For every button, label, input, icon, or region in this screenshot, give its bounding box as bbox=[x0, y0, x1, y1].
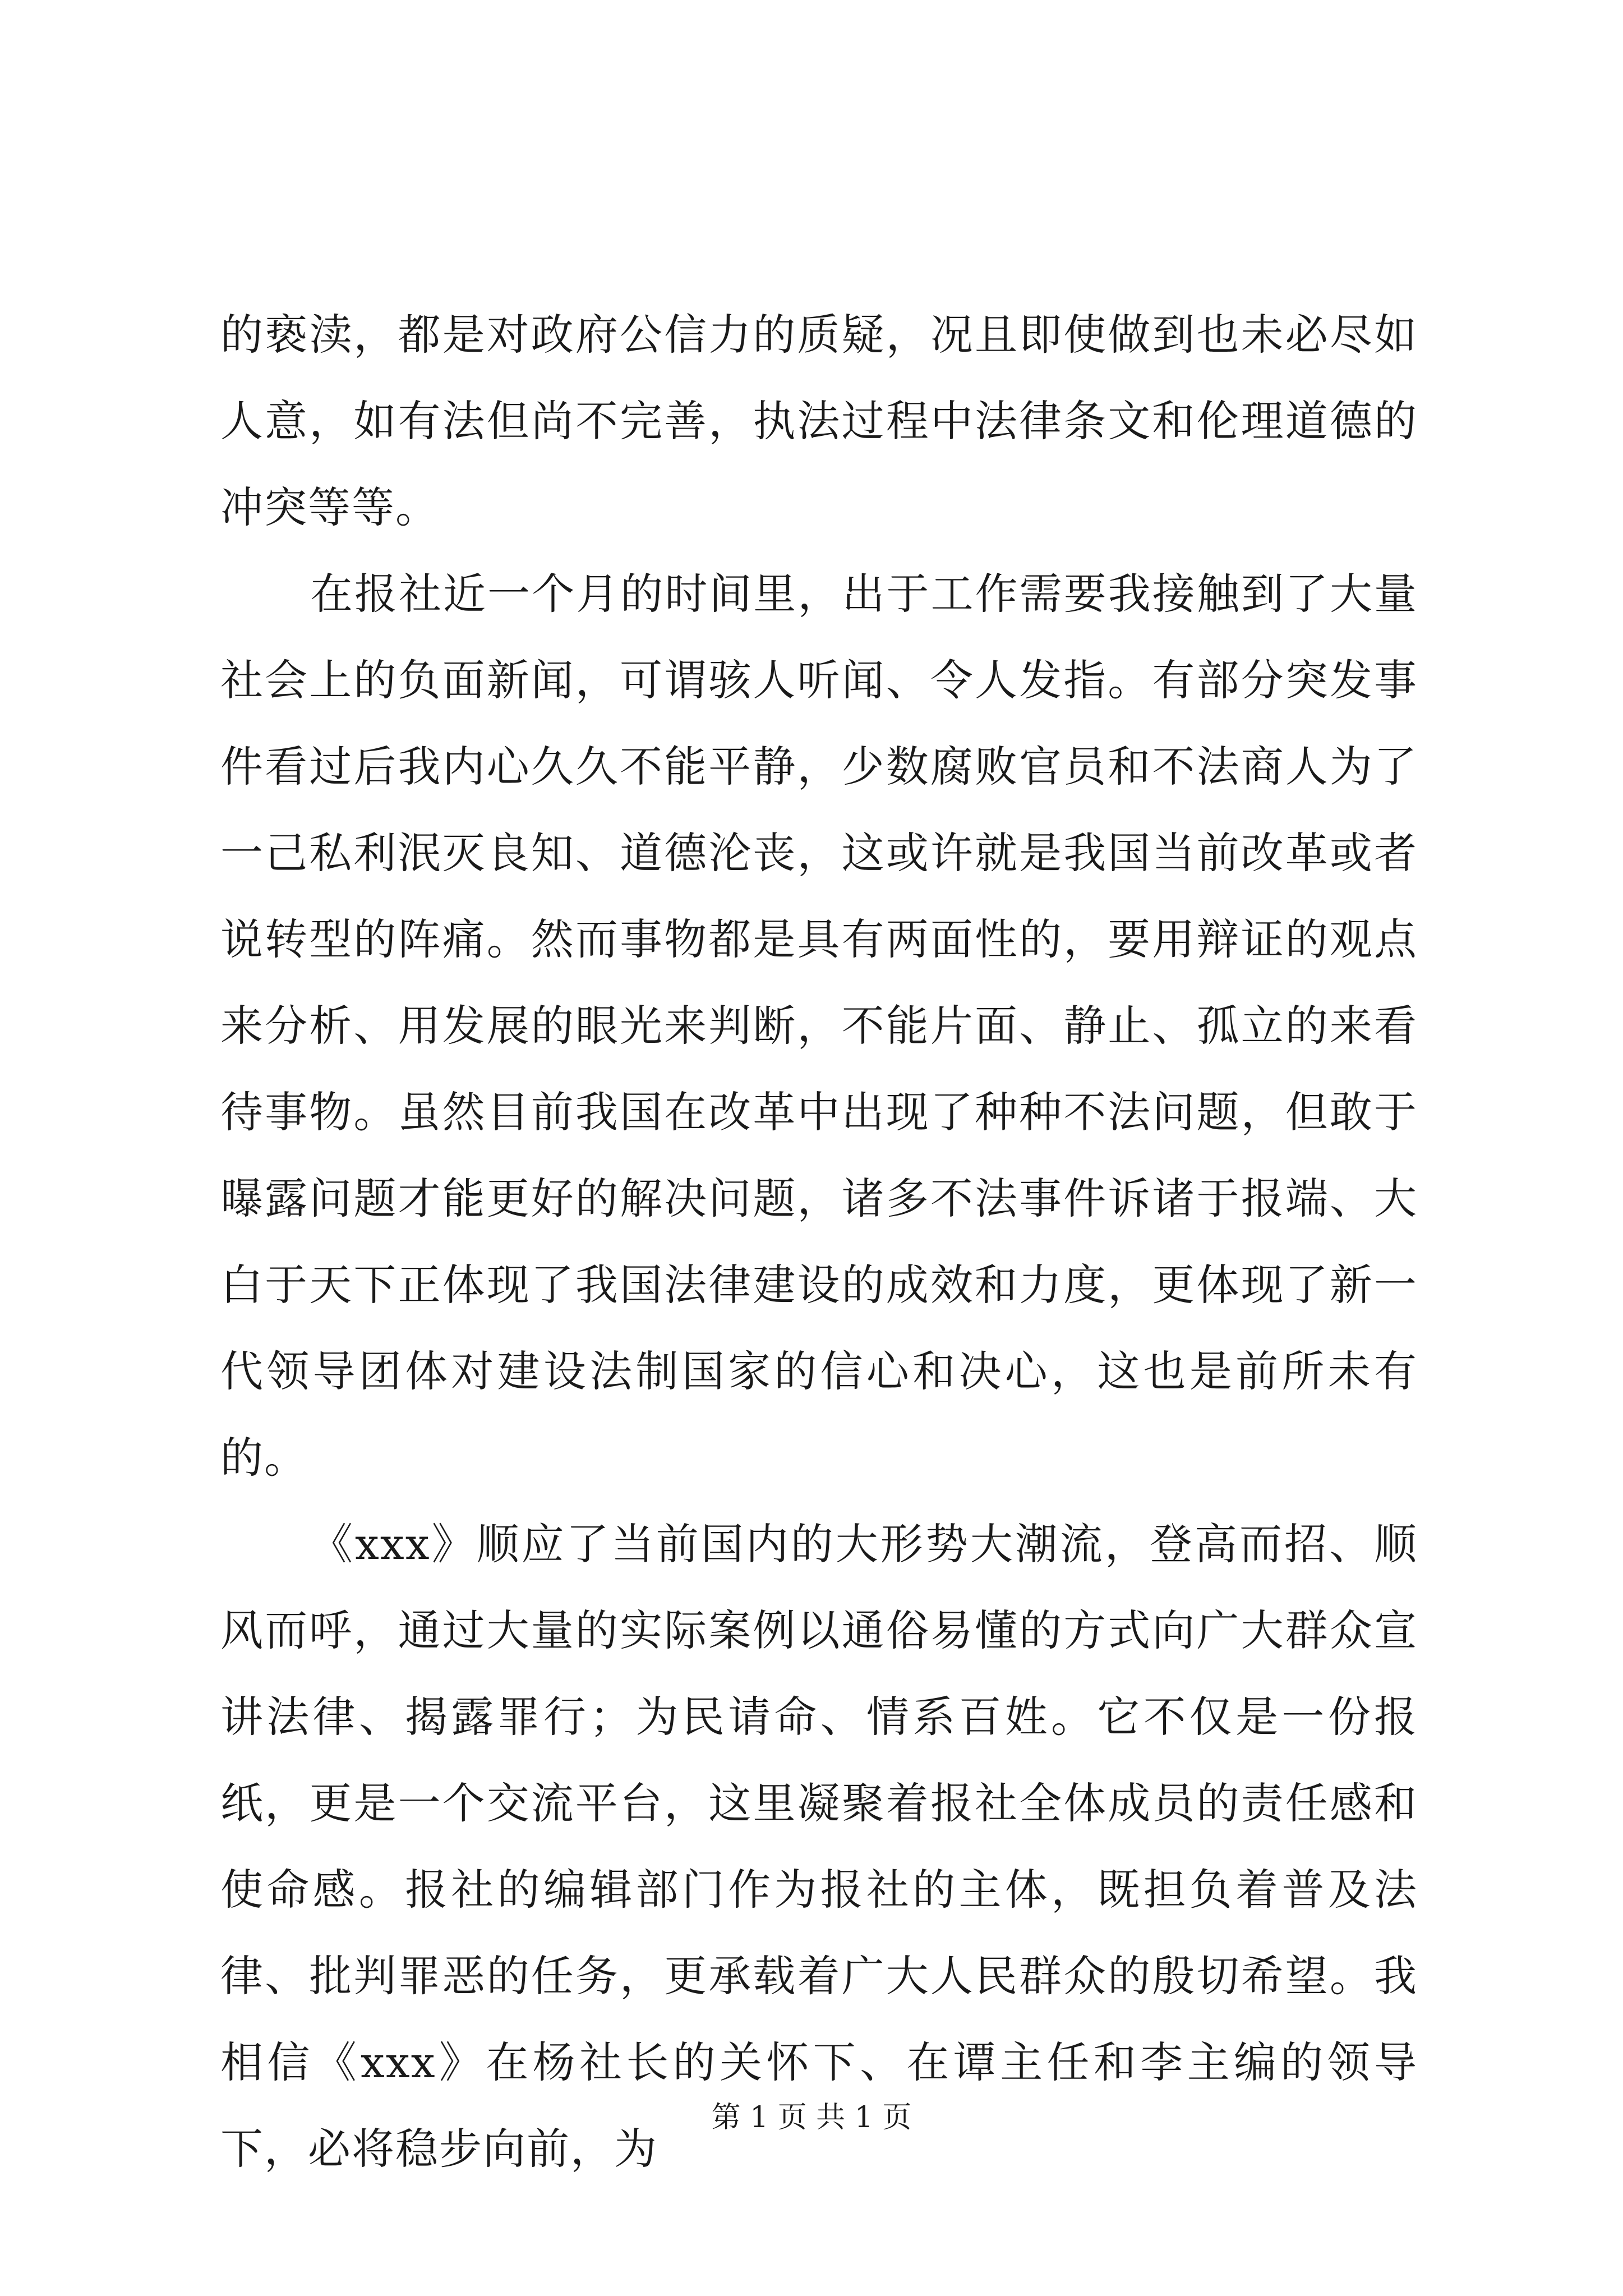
paragraph-2: 在报社近一个月的时间里，出于工作需要我接触到了大量社会上的负面新闻，可谓骇人听闻、令人发指。有部分突发事件看过后我内心久久不能平静，少数腐败官员和不法商人为了一己私利泯灭良知、道德沦丧，这或许就是我国当前改革或者说转型的阵痛。然而事物都是具有两面性的，要用辩证的观点来分析、用发展的眼光来判断，不能片面、静止、孤立的来看待事物。虽然目前我国在改革中出现了种种不法问题，但敢于曝露问题才能更好的解决问题，诸多不法事件诉诸于报端、大白于天下正体现了我国法律建设的成效和力度，更体现了新一代领导团体对建设法制国家的信心和决心，这也是前所未有的。 bbox=[220, 569, 1418, 1483]
document-body bbox=[220, 292, 1418, 2192]
page-footer: 第 1 页 共 1 页 bbox=[711, 2101, 912, 2134]
paragraph-1: 的亵渎，都是对政府公信力的质疑，况且即使做到也未必尽如人意，如有法但尚不完善，执法过程中法律条文和伦理道德的冲突等等。 bbox=[220, 310, 1418, 532]
paragraph-3: 《xxx》顺应了当前国内的大形势大潮流，登高而招、顺风而呼，通过大量的实际案例以通俗易懂的方式向广大群众宣讲法律、揭露罪行；为民请命、情系百姓。它不仅是一份报纸，更是一个交流平台，这里凝聚着报社全体成员的责任感和使命感。报社的编辑部门作为报社的主体，既担负着普及法律、批判罪恶的任务，更承载着广大人民群众的殷切希望。我相信《xxx》在杨社长的关怀下、在谭主任和李主编的领导下，必将稳步向前，为 bbox=[220, 1519, 1418, 2174]
